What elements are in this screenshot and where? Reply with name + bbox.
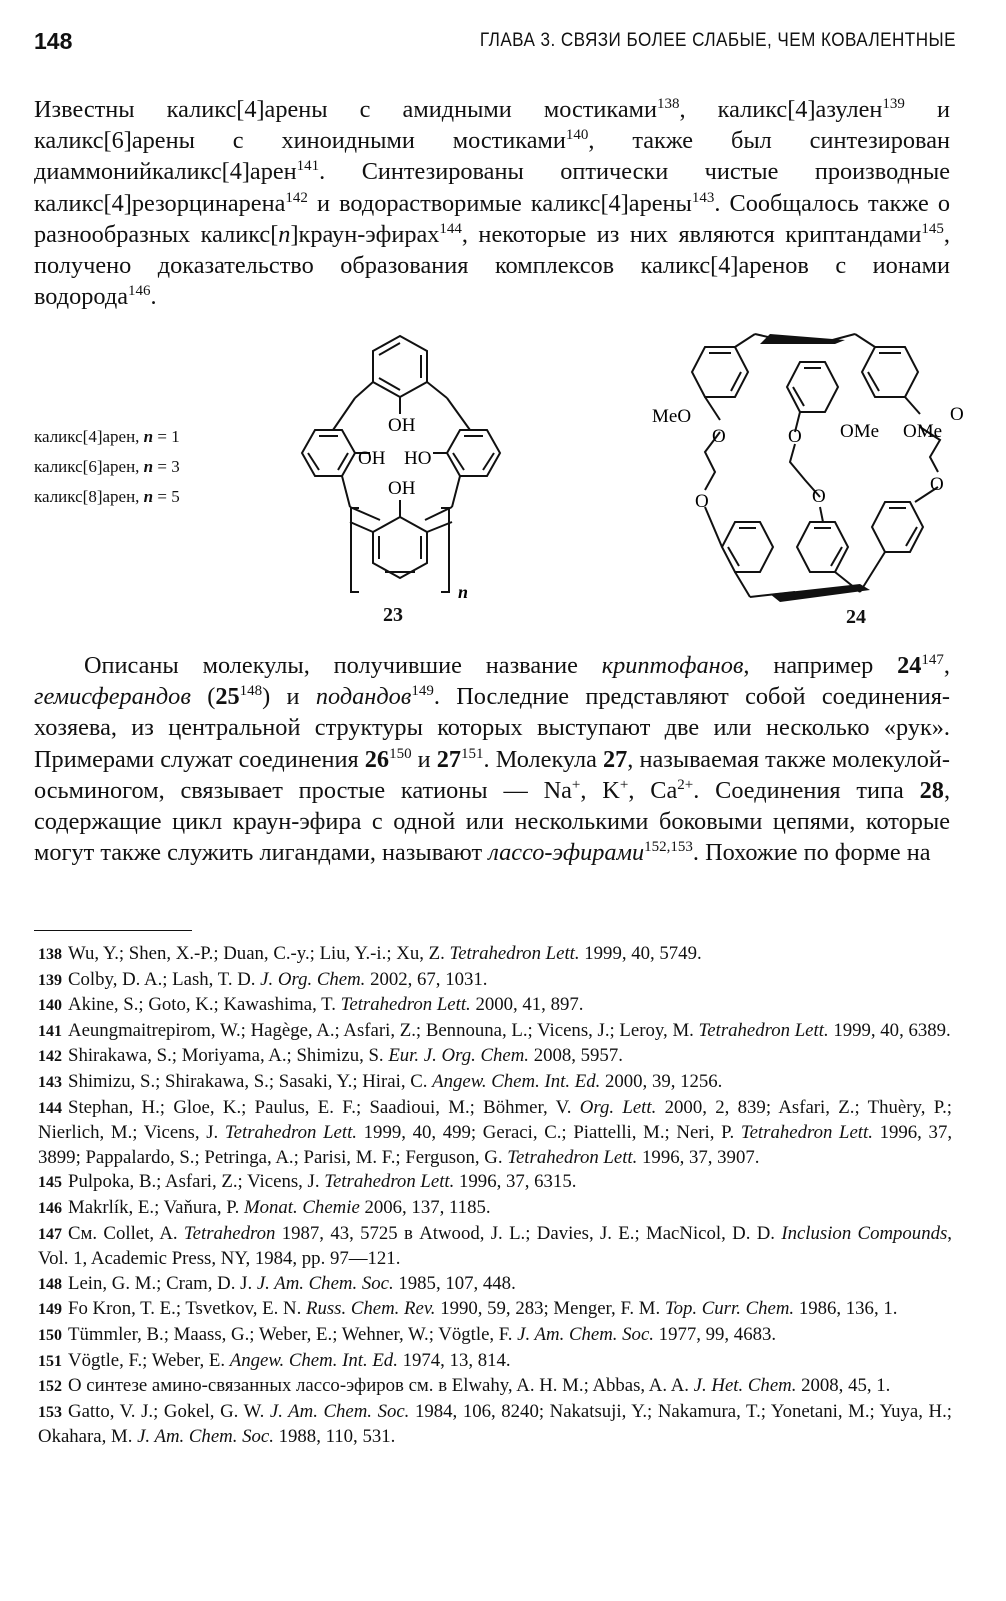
footnote-number: 153 (38, 1403, 62, 1421)
compound-24-number: 24 (846, 606, 866, 628)
o-label-3: O (950, 404, 964, 425)
footnote-149: 149 Fo Kron, T. E.; Tsvetkov, E. N. Russ. Chem. Rev. 1990, 59, 283; Menger, F. M. Top. Curr. Chem. 1986, 136, 1. (38, 1298, 898, 1320)
footnote-150: 150 Tümmler, B.; Maass, G.; Weber, E.; Wehner, W.; Vögtle, F. J. Am. Chem. Soc. 1977, 99, 4683. (38, 1323, 777, 1345)
oh-left-label: OH (358, 448, 386, 469)
footnote-144: 144 Stephan, H.; Gloe, K.; Paulus, E. F.; Saadioui, M.; Böhmer, V. Org. Lett. 2000, 2, 839; Asfari, Z.; Thuèry, P.; Nierlich, M.; Vicens, J. Tetrahedron Lett. 1999, 40, 499; Geraci, C.; Piattelli, M.; Neri, P. Tetrahedron Lett. 1996, 37, 3899; Pappalardo, S.; Petringa, A.; Parisi, M. F.; Ferguson, G. Tetrahedron Lett. 1996, 37, 3907. (38, 1096, 953, 1168)
o-label-2: O (788, 426, 802, 447)
oh-bottom-label: OH (388, 478, 416, 499)
footnote-147: 147 См. Collet, A. Tetrahedron 1987, 43, 5725 в Atwood, J. L.; Davies, J. E.; MacNicol, D. D. Inclusion Compounds, Vol. 1, Academic Press, NY, 1984, pp. 97—121. (38, 1222, 952, 1270)
footnote-number: 142 (38, 1048, 62, 1066)
figure-label-calix4: каликс[4]арен, n = 1 (34, 427, 180, 446)
ho-right-label: HO (404, 448, 432, 469)
footnote-number: 150 (38, 1326, 62, 1344)
o-label-1: O (712, 426, 726, 447)
paragraph-1: Известны каликс[4]арены с амидными мостиками$^{138}$, каликс[4]азулен$^{139}$ и каликс[6]арены с хиноидными мостиками$^{140}$, также был синтезирован диаммонийкаликс[4]арен$^{141}$. Синтезированы оптически чистые производные каликс[4]резорцинарена$^{142}$ и водорастворимые каликс[4]арены$^{143}$. Сообщалось также о разнообразных каликс[n]краун-эфирах$^{144}$, некоторые из них являются криптандами$^{145}$, получено доказательство образования комплексов каликс[4]аренов с ионами водорода$^{146}$. (34, 95, 950, 311)
footnote-number: 144 (38, 1099, 62, 1117)
paragraph-2: Описаны молекулы, получившие название криптофанов, например $24^{147}$, гемисферандов $(25^{148})$ и подандов$^{149}$. Последние представляют собой соединения-хозяева, из центральной структуры которых выступают две или несколько «рук». Примерами служат соединения $26^{150}$ и $27^{151}$. Молекула 27, называемая также молекулой-осьминогом, связывает простые катионы — Na+, K+, $Ca^{2+}$. Соединения типа 28, содержащие цикл краун-эфира с одной или несколькими боковыми цепями, которые могут также служить лигандами, называют лассо-эфирами$^{152,153}$. Похожие по форме на (34, 651, 951, 867)
o-label-6: O (930, 474, 944, 495)
footnote-number: 152 (38, 1378, 62, 1396)
footnote-number: 146 (38, 1199, 62, 1217)
footnote-153: 153 Gatto, V. J.; Gokel, G. W. J. Am. Chem. Soc. 1984, 106, 8240; Nakatsuji, Y.; Nakamura, T.; Yonetani, M.; Yuya, H.; Okahara, M. J. Am. Chem. Soc. 1988, 110, 531. (38, 1400, 952, 1448)
footnote-148: 148 Lein, G. M.; Cram, D. J. J. Am. Chem. Soc. 1985, 107, 448. (38, 1272, 516, 1294)
structure-23 (255, 322, 555, 622)
footnote-146: 146 Makrlík, E.; Vaňura, P. Monat. Chemie 2006, 137, 1185. (38, 1196, 491, 1218)
footnote-number: 147 (38, 1225, 62, 1243)
footnote-number: 145 (38, 1174, 62, 1192)
page-number: 148 (34, 28, 73, 54)
figure-label-calix8: каликс[8]арен, n = 5 (34, 487, 180, 506)
footnote-number: 148 (38, 1275, 62, 1293)
footnote-145: 145 Pulpoka, B.; Asfari, Z.; Vicens, J. Tetrahedron Lett. 1996, 37, 6315. (38, 1171, 577, 1193)
o-label-5: O (812, 486, 826, 507)
footnote-152: 152 О синтезе амино-связанных лассо-эфиров см. в Elwahy, A. H. M.; Abbas, A. A. J. Het. Chem. 2008, 45, 1. (38, 1375, 891, 1397)
ome-mid-label: OMe (840, 421, 880, 442)
page-header (34, 22, 956, 56)
figure-label-calix6: каликс[6]арен, n = 3 (34, 457, 180, 476)
chapter-title: ГЛАВА 3. СВЯЗИ БОЛЕЕ СЛАБЫЕ, ЧЕМ КОВАЛЕНТНЫЕ (479, 30, 956, 51)
footnote-151: 151 Vögtle, F.; Weber, E. Angew. Chem. Int. Ed. 1974, 13, 814. (38, 1349, 511, 1371)
footnote-number: 143 (38, 1073, 62, 1091)
footnote-142: 142 Shirakawa, S.; Moriyama, A.; Shimizu, S. Eur. J. Org. Chem. 2008, 5957. (38, 1045, 623, 1067)
footnote-number: 138 (38, 946, 62, 963)
ome-right-label: OMe (903, 421, 943, 442)
repeat-n-label: n (458, 582, 469, 602)
footnote-143: 143 Shimizu, S.; Shirakawa, S.; Sasaki, Y.; Hirai, C. Angew. Chem. Int. Ed. 2000, 39, 1256. (38, 1070, 723, 1092)
footnote-number: 151 (38, 1352, 62, 1370)
footnote-140: 140 Akine, S.; Goto, K.; Kawashima, T. Tetrahedron Lett. 2000, 41, 897. (38, 994, 584, 1016)
footnote-number: 149 (38, 1301, 62, 1319)
chemical-structures-figure (30, 322, 970, 642)
meo-left-label: MeO (652, 406, 692, 427)
footnotes (38, 942, 952, 1450)
compound-23-number: 23 (383, 604, 403, 626)
structure-24 (620, 322, 964, 622)
footnote-number: 141 (38, 1022, 62, 1040)
footnote-divider (34, 930, 192, 931)
footnote-number: 139 (38, 971, 62, 989)
oh-top-label: OH (388, 415, 416, 436)
o-label-4: O (695, 491, 709, 512)
footnote-138: 138 Wu, Y.; Shen, X.-P.; Duan, C.-y.; Liu, Y.-i.; Xu, Z. Tetrahedron Lett. 1999, 40, 5749. (38, 943, 702, 964)
footnote-number: 140 (38, 997, 62, 1015)
footnote-141: 141 Aeungmaitrepirom, W.; Hagège, A.; Asfari, Z.; Bennouna, L.; Vicens, J.; Leroy, M. Tetrahedron Lett. 1999, 40, 6389. (38, 1019, 951, 1041)
footnote-139: 139 Colby, D. A.; Lash, T. D. J. Org. Chem. 2002, 67, 1031. (38, 968, 488, 990)
